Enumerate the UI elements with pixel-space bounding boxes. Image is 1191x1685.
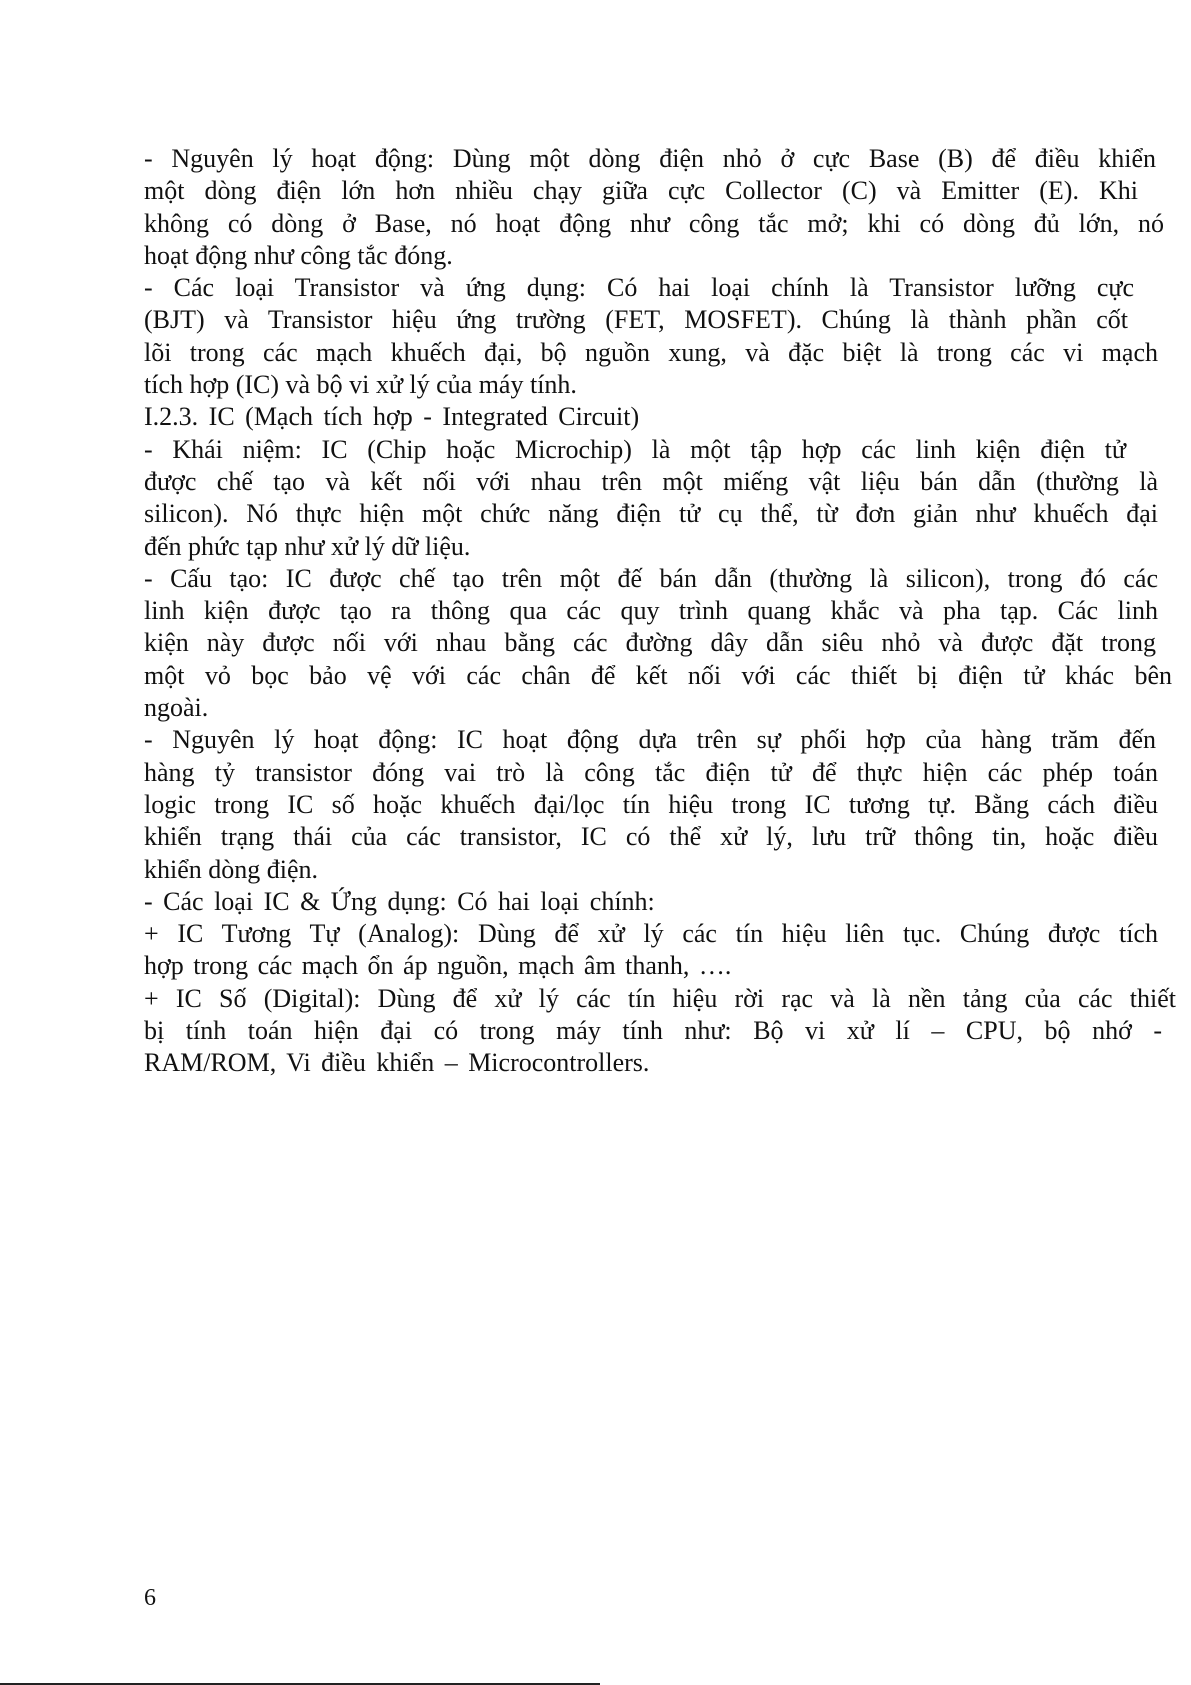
text-line: - Các loại IC & Ứng dụng: Có hai loại chính: [144, 886, 655, 916]
text-line: - Các loại Transistor và ứng dụng: Có hai loại chính là Transistor lưỡng cực [144, 273, 1134, 303]
text-line: ngoài. [144, 693, 209, 723]
text-line: (BJT) và Transistor hiệu ứng trường (FET, MOSFET). Chúng là thành phần cốt [144, 305, 1128, 335]
text-line: + IC Số (Digital): Dùng để xử lý các tín hiệu rời rạc và là nền tảng của các thiết [144, 983, 1176, 1013]
text-line: hoạt động như công tắc đóng. [144, 240, 453, 270]
text-line: hàng tỷ transistor đóng vai trò là công tắc điện tử để thực hiện các phép toán [144, 757, 1158, 787]
text-line: khiển dòng điện. [144, 854, 319, 884]
text-line: không có dòng ở Base, nó hoạt động như công tắc mở; khi có dòng đủ lớn, nó [144, 208, 1164, 238]
text-line: lõi trong các mạch khuếch đại, bộ nguồn xung, và đặc biệt là trong các vi mạch [144, 337, 1158, 367]
text-line: hợp trong các mạch ổn áp nguồn, mạch âm thanh, …. [144, 951, 732, 981]
body-text [144, 143, 1176, 1080]
text-line: - Khái niệm: IC (Chip hoặc Microchip) là một tập hợp các linh kiện điện tử [144, 434, 1126, 464]
text-line: một vỏ bọc bảo vệ với các chân để kết nối với các thiết bị điện tử khác bên [144, 660, 1172, 690]
text-line: một dòng điện lớn hơn nhiều chạy giữa cực Collector (C) và Emitter (E). Khi [144, 176, 1138, 206]
text-line: được chế tạo và kết nối với nhau trên một miếng vật liệu bán dẫn (thường là [144, 466, 1158, 496]
text-line: logic trong IC số hoặc khuếch đại/lọc tín hiệu trong IC tương tự. Bằng cách điều [144, 789, 1158, 819]
text-line: - Nguyên lý hoạt động: IC hoạt động dựa trên sự phối hợp của hàng trăm đến [144, 725, 1156, 755]
text-line: tích hợp (IC) và bộ vi xử lý của máy tính. [144, 370, 577, 400]
text-line: + IC Tương Tự (Analog): Dùng để xử lý các tín hiệu liên tục. Chúng được tích [144, 919, 1158, 949]
page-number: 6 [144, 1585, 156, 1611]
text-line: - Nguyên lý hoạt động: Dùng một dòng điện nhỏ ở cực Base (B) để điều khiển [144, 144, 1156, 173]
text-line: linh kiện được tạo ra thông qua các quy trình quang khắc và pha tạp. Các linh [144, 596, 1158, 626]
text-line: - Cấu tạo: IC được chế tạo trên một đế bán dẫn (thường là silicon), trong đó các [144, 563, 1158, 593]
text-line: đến phức tạp như xử lý dữ liệu. [144, 531, 471, 561]
text-line: khiển trạng thái của các transistor, IC có thể xử lý, lưu trữ thông tin, hoặc điều [144, 822, 1158, 852]
text-line: kiện này được nối với nhau bằng các đường dây dẫn siêu nhỏ và được đặt trong [144, 628, 1156, 658]
text-line: bị tính toán hiện đại có trong máy tính như: Bộ vi xử lí – CPU, bộ nhớ - [144, 1016, 1162, 1046]
text-line: silicon). Nó thực hiện một chức năng điện tử cụ thể, từ đơn giản như khuếch đại [144, 499, 1158, 529]
section-heading: I.2.3. IC (Mạch tích hợp - Integrated Circuit) [144, 402, 640, 432]
text-line: RAM/ROM, Vi điều khiển – Microcontrollers. [144, 1048, 650, 1078]
